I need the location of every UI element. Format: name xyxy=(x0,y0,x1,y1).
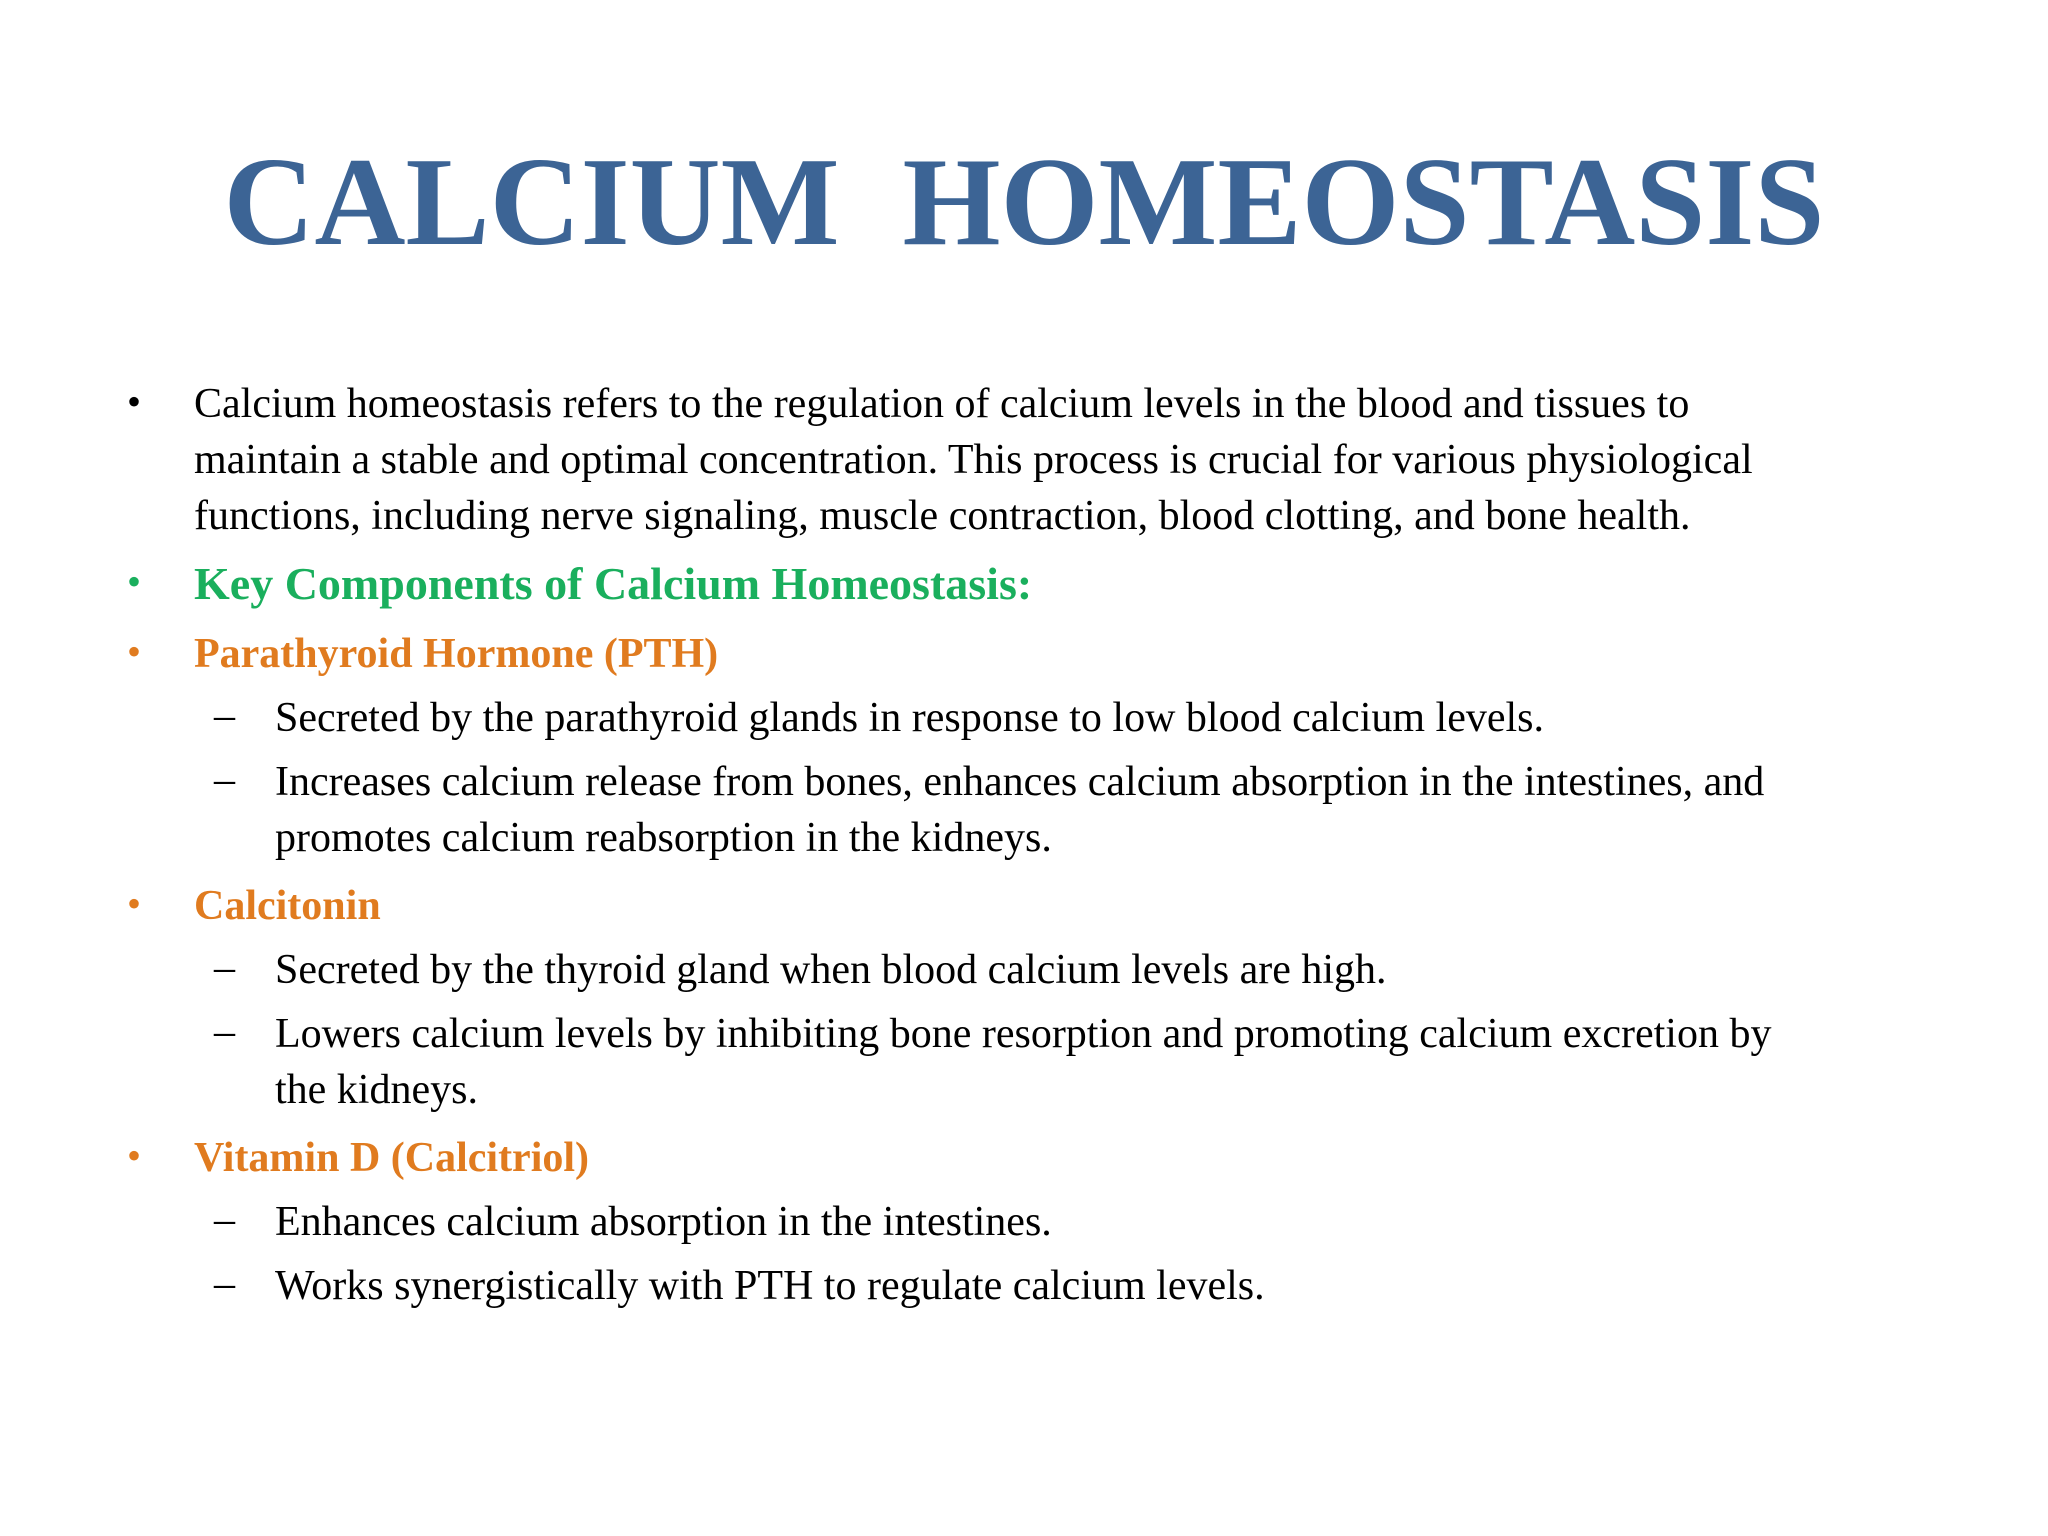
slide-title: CALCIUM HOMEOSTASIS xyxy=(223,133,1825,272)
dash-icon: – xyxy=(214,945,235,991)
section-heading-vitamin-d: Vitamin D (Calcitriol) xyxy=(194,1135,590,1181)
dash-icon: – xyxy=(214,757,235,803)
bullet-icon: • xyxy=(127,379,142,424)
calcitonin-point-2-line-2: the kidneys. xyxy=(275,1067,478,1113)
bullet-icon: • xyxy=(127,559,142,604)
pth-point-2-line-1: Increases calcium release from bones, enhances calcium absorption in the intestines, and xyxy=(275,759,1765,805)
dash-icon: – xyxy=(214,1261,235,1307)
pth-point-2-line-2: promotes calcium reabsorption in the kidneys. xyxy=(275,815,1052,861)
section-heading-calcitonin: Calcitonin xyxy=(194,883,381,929)
calcitonin-point-1: Secreted by the thyroid gland when blood calcium levels are high. xyxy=(275,947,1387,993)
dash-icon: – xyxy=(214,1009,235,1055)
key-components-heading: Key Components of Calcium Homeostasis: xyxy=(194,558,1033,609)
dash-icon: – xyxy=(214,1197,235,1243)
bullet-icon: • xyxy=(127,881,142,926)
intro-line-1: Calcium homeostasis refers to the regulation of calcium levels in the blood and tissues to xyxy=(194,381,1690,427)
section-heading-pth: Parathyroid Hormone (PTH) xyxy=(194,631,719,677)
bullet-icon: • xyxy=(127,629,142,674)
pth-point-1: Secreted by the parathyroid glands in response to low blood calcium levels. xyxy=(275,695,1545,741)
calcitonin-point-2-line-1: Lowers calcium levels by inhibiting bone resorption and promoting calcium excretion by xyxy=(275,1011,1772,1057)
intro-line-2: maintain a stable and optimal concentration. This process is crucial for various physiological xyxy=(194,437,1753,483)
vitamin-d-point-2: Works synergistically with PTH to regulate calcium levels. xyxy=(275,1263,1265,1309)
intro-line-3: functions, including nerve signaling, muscle contraction, blood clotting, and bone health. xyxy=(194,493,1691,539)
dash-icon: – xyxy=(214,693,235,739)
vitamin-d-point-1: Enhances calcium absorption in the intestines. xyxy=(275,1199,1052,1245)
bullet-icon: • xyxy=(127,1133,142,1178)
